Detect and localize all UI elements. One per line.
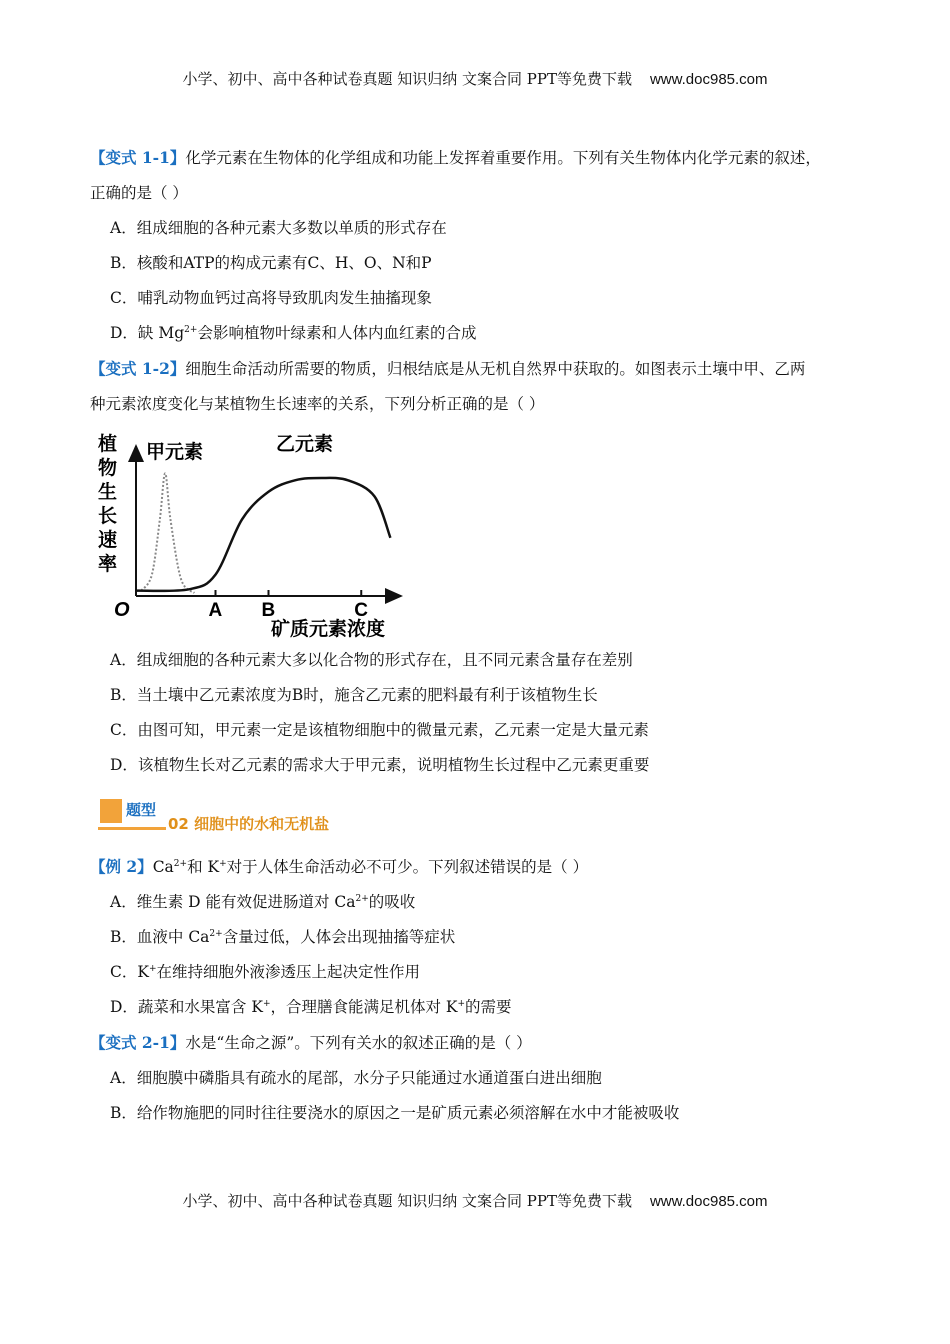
chart-svg	[96, 428, 416, 643]
q2-1-stem: 【变式 2-1】水是“生命之源”。下列有关水的叙述正确的是（ ）	[90, 1033, 532, 1052]
section-heading	[90, 789, 870, 849]
origin-label: O	[114, 599, 130, 621]
series-yi-label: 乙元素	[276, 433, 334, 455]
header-site[interactable]: www.doc985.com	[649, 71, 768, 88]
x-tick-label-A: A	[208, 600, 223, 621]
footer-site[interactable]: www.doc985.com	[649, 1193, 768, 1210]
page-content	[90, 140, 870, 1131]
y-axis-label	[98, 432, 117, 575]
q2-1-tag: 【变式 2-1】	[90, 1033, 186, 1052]
header-text: 小学、初中、高中各种试卷真题 知识归纳 文案合同 PPT等免费下载	[182, 70, 632, 88]
x-axis-label: 矿质元素浓度	[271, 618, 386, 640]
series-yi-line	[136, 478, 390, 591]
q1-2-option-a: A．组成细胞的各种元素大多以化合物的形式存在，且不同元素含量存在差别	[110, 651, 633, 669]
section-title: 02 细胞中的水和无机盐	[168, 815, 330, 833]
ex2-stem: 【例 2】$Ca^{2+}$和 K+对于人体生命活动必不可少。下列叙述错误的是（ ）	[90, 857, 589, 876]
y-axis-label-char: 生	[98, 481, 118, 503]
q1-2-stem: 【变式 1-2】细胞生命活动所需要的物质，归根结底是从无机自然界中获取的。如图表示土壤中甲、乙两	[90, 359, 806, 378]
page-footer	[0, 1190, 950, 1211]
y-axis-label-char: 速	[98, 529, 118, 551]
ex2-option-b: B．血液中 $Ca^{2+}$含量过低，人体会出现抽搐等症状	[110, 928, 456, 946]
y-axis-label-char: 长	[98, 505, 118, 527]
x-tick-label-C: C	[354, 600, 368, 621]
q1-2-option-d: D．该植物生长对乙元素的需求大于甲元素，说明植物生长过程中乙元素更重要	[110, 756, 650, 774]
q1-2-stem-line2: 种元素浓度变化与某植物生长速率的关系，下列分析正确的是（ ）	[90, 395, 545, 413]
q1-2-tag: 【变式 1-2】	[90, 359, 186, 378]
q2-1-option-a: A．细胞膜中磷脂具有疏水的尾部，水分子只能通过水通道蛋白进出细胞	[110, 1069, 602, 1087]
x-tick-label-B: B	[261, 600, 276, 621]
q1-1-stem: 【变式 1-1】化学元素在生物体的化学组成和功能上发挥着重要作用。下列有关生物体内化学元素的叙述，	[90, 148, 821, 167]
x-ticks	[209, 590, 369, 621]
q1-1-option-d: D．缺 $Mg^{2+}$会影响植物叶绿素和人体内血红素的合成	[110, 324, 477, 342]
ex2-option-d: D．蔬菜和水果富含 K+，合理膳食能满足机体对 K+的需要	[110, 998, 512, 1016]
q1-1-option-c: C．哺乳动物血钙过高将导致肌肉发生抽搐现象	[110, 289, 432, 307]
q1-2-option-c: C．由图可知，甲元素一定是该植物细胞中的微量元素，乙元素一定是大量元素	[110, 721, 649, 739]
ex2-option-a: A．维生素 D 能有效促进肠道对 $Ca^{2+}$的吸收	[110, 893, 416, 911]
ex2-tag: 【例 2】	[90, 857, 153, 876]
q1-1-tag: 【变式 1-1】	[90, 148, 186, 167]
q1-2-option-b: B．当土壤中乙元素浓度为B时，施含乙元素的肥料最有利于该植物生长	[110, 686, 598, 704]
q1-1-stem-line2: 正确的是（ ）	[90, 184, 188, 202]
q1-1-option-a: A．组成细胞的各种元素大多数以单质的形式存在	[110, 219, 447, 237]
section-icon-label: 题型	[126, 801, 157, 819]
series-jia-label: 甲元素	[146, 441, 204, 463]
series-jia-line	[141, 473, 194, 593]
page-header	[0, 68, 950, 89]
section-underline	[98, 827, 166, 830]
ex2-option-c: C．K+在维持细胞外液渗透压上起决定性作用	[110, 963, 421, 981]
y-axis-label-char: 物	[98, 457, 118, 479]
y-axis-label-char: 率	[98, 553, 118, 575]
q2-1-option-b: B．给作物施肥的同时往往要浇水的原因之一是矿质元素必须溶解在水中才能被吸收	[110, 1104, 680, 1122]
growth-rate-chart	[96, 428, 416, 643]
q1-1-option-b: B．核酸和ATP的构成元素有C、H、O、N和P	[110, 254, 432, 272]
section-block-icon	[100, 799, 122, 823]
footer-text: 小学、初中、高中各种试卷真题 知识归纳 文案合同 PPT等免费下载	[182, 1192, 632, 1210]
y-axis-label-char: 植	[98, 433, 118, 455]
